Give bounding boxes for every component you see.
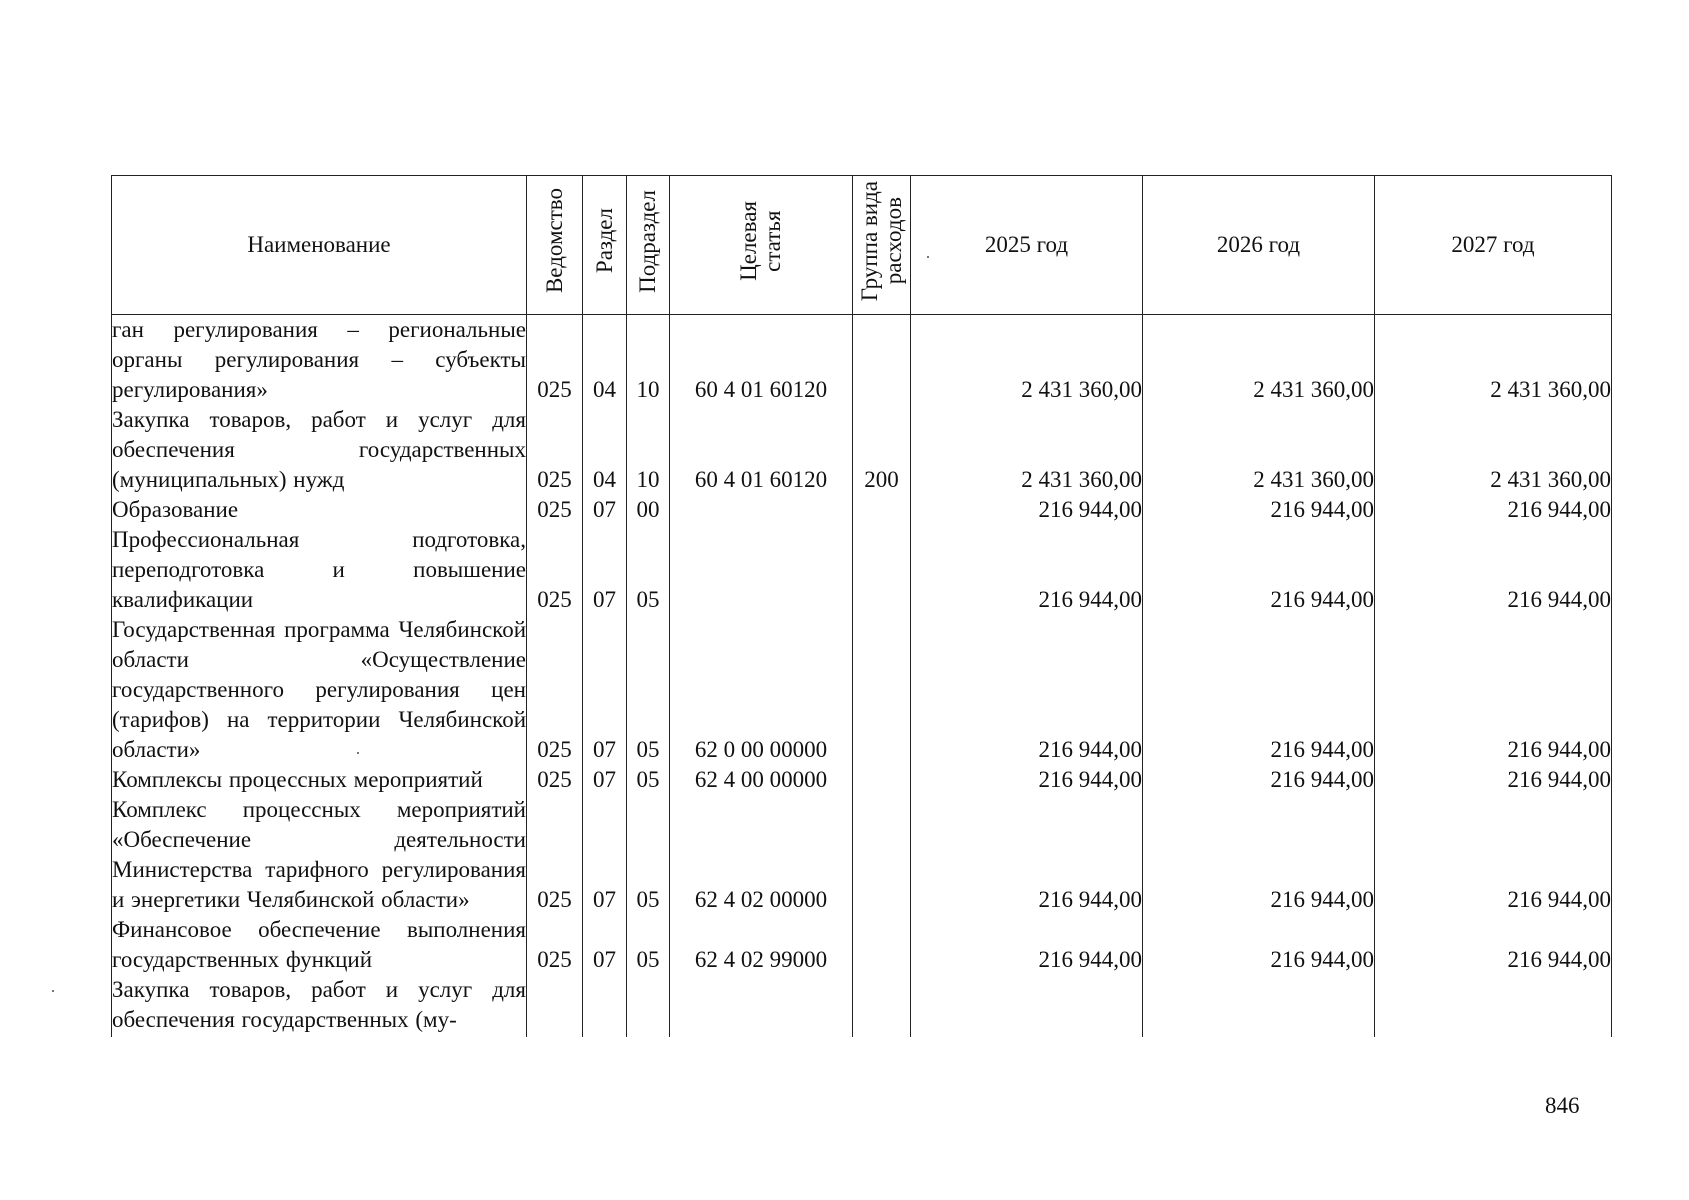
- row-expense-group: [853, 975, 911, 1035]
- header-row: [112, 176, 1612, 315]
- row-section: 07: [583, 615, 627, 765]
- table-row: [112, 525, 1612, 615]
- budget-table: [111, 175, 1612, 1037]
- header-year-2027-label: 2027 год: [1451, 232, 1535, 257]
- row-target-article: 62 4 00 00000: [670, 765, 853, 795]
- table-row: [112, 795, 1612, 915]
- table-row: [112, 975, 1612, 1035]
- row-amount-2025: 2 431 360,00: [911, 315, 1143, 406]
- row-amount-2026: 216 944,00: [1143, 615, 1375, 765]
- header-target-article-line2: статья: [760, 210, 785, 272]
- row-section: 07: [583, 495, 627, 525]
- row-subsection: [627, 975, 670, 1035]
- table-row: [112, 615, 1612, 765]
- row-department: 025: [527, 405, 583, 495]
- row-subsection: 05: [627, 915, 670, 975]
- header-name-label: Наименование: [247, 232, 391, 257]
- row-department: 025: [527, 315, 583, 406]
- scan-speck: [357, 752, 359, 754]
- row-target-article: [670, 495, 853, 525]
- header-year-2025: [911, 176, 1143, 315]
- row-subsection: 10: [627, 405, 670, 495]
- row-target-article: 62 0 00 00000: [670, 615, 853, 765]
- row-department: 025: [527, 915, 583, 975]
- row-target-article: [670, 975, 853, 1035]
- row-name: Профессиональная подготовка, переподготовка и повышение квалификации: [112, 525, 527, 615]
- row-department: [527, 975, 583, 1035]
- header-target-article-label: [737, 201, 785, 281]
- row-amount-2026: 2 431 360,00: [1143, 315, 1375, 406]
- row-amount-2025: 216 944,00: [911, 795, 1143, 915]
- row-amount-2026: 216 944,00: [1143, 525, 1375, 615]
- scan-speck: [52, 990, 54, 992]
- scan-speck: [927, 256, 929, 258]
- row-department: 025: [527, 765, 583, 795]
- row-section: 04: [583, 315, 627, 406]
- row-expense-group: [853, 765, 911, 795]
- row-amount-2027: 216 944,00: [1375, 495, 1612, 525]
- continuation-cell: [670, 1035, 853, 1037]
- row-expense-group: [853, 495, 911, 525]
- table-row: [112, 315, 1612, 406]
- header-year-2025-label: 2025 год: [984, 232, 1069, 257]
- row-subsection: 00: [627, 495, 670, 525]
- row-name: Комплексы процессных мероприятий: [112, 765, 527, 795]
- header-target-article-line1: Целевая: [736, 201, 761, 281]
- table-row: [112, 765, 1612, 795]
- continuation-cell: [911, 1035, 1143, 1037]
- table-row: [112, 405, 1612, 495]
- header-expense-group-label: [858, 181, 906, 301]
- row-amount-2027: 216 944,00: [1375, 915, 1612, 975]
- row-amount-2026: 2 431 360,00: [1143, 405, 1375, 495]
- header-department-label: Ведомство: [541, 188, 567, 294]
- row-department: 025: [527, 615, 583, 765]
- row-subsection: 05: [627, 795, 670, 915]
- row-amount-2027: 2 431 360,00: [1375, 315, 1612, 406]
- row-subsection: 05: [627, 615, 670, 765]
- row-amount-2026: 216 944,00: [1143, 915, 1375, 975]
- row-section: 07: [583, 765, 627, 795]
- row-target-article: 62 4 02 00000: [670, 795, 853, 915]
- continuation-cell: [627, 1035, 670, 1037]
- row-amount-2026: [1143, 975, 1375, 1035]
- row-subsection: 05: [627, 525, 670, 615]
- row-expense-group: [853, 615, 911, 765]
- continuation-cell: [1143, 1035, 1375, 1037]
- row-expense-group: [853, 525, 911, 615]
- row-amount-2026: 216 944,00: [1143, 765, 1375, 795]
- header-subsection-label: Подраздел: [635, 189, 660, 293]
- row-amount-2026: 216 944,00: [1143, 495, 1375, 525]
- header-subsection: [627, 176, 670, 315]
- row-section: 04: [583, 405, 627, 495]
- row-name: Государственная программа Челябинской области «Осуществление государственного регулирования цен (тарифов) на территории Челябинской области»: [112, 615, 527, 765]
- row-amount-2026: 216 944,00: [1143, 795, 1375, 915]
- row-target-article: 62 4 02 99000: [670, 915, 853, 975]
- row-expense-group: 200: [853, 405, 911, 495]
- header-year-2027: [1375, 176, 1612, 315]
- row-target-article: 60 4 01 60120: [670, 315, 853, 406]
- row-subsection: 05: [627, 765, 670, 795]
- row-department: 025: [527, 795, 583, 915]
- header-expense-group-line1: Группа вида: [856, 180, 882, 302]
- continuation-cell: [583, 1035, 627, 1037]
- row-amount-2025: 216 944,00: [911, 525, 1143, 615]
- row-amount-2025: [911, 975, 1143, 1035]
- table-row: [112, 915, 1612, 975]
- header-expense-group: [853, 176, 911, 315]
- page-number: 846: [1545, 1093, 1580, 1118]
- header-year-2026-label: 2026 год: [1216, 232, 1301, 257]
- row-amount-2025: 2 431 360,00: [911, 405, 1143, 495]
- row-name: Комплекс процессных мероприятий «Обеспечение деятельности Министерства тарифного регулирования и энергетики Челябинской области»: [112, 795, 527, 915]
- header-department: [527, 176, 583, 315]
- row-section: 07: [583, 525, 627, 615]
- row-name: Закупка товаров, работ и услуг для обеспечения государственных (му-: [112, 975, 527, 1035]
- row-amount-2027: 216 944,00: [1375, 795, 1612, 915]
- row-amount-2025: 216 944,00: [911, 765, 1143, 795]
- row-amount-2027: 2 431 360,00: [1375, 405, 1612, 495]
- row-name: Образование: [112, 495, 527, 525]
- row-amount-2027: 216 944,00: [1375, 765, 1612, 795]
- row-section: 07: [583, 795, 627, 915]
- row-expense-group: [853, 315, 911, 406]
- header-section: [583, 176, 627, 315]
- row-amount-2027: 216 944,00: [1375, 525, 1612, 615]
- header-target-article: [670, 176, 853, 315]
- continuation-cell: [112, 1035, 527, 1037]
- row-subsection: 10: [627, 315, 670, 406]
- continuation-cell: [853, 1035, 911, 1037]
- row-department: 025: [527, 525, 583, 615]
- row-amount-2025: 216 944,00: [911, 915, 1143, 975]
- row-section: 07: [583, 915, 627, 975]
- row-amount-2027: [1375, 975, 1612, 1035]
- header-name: [112, 176, 527, 315]
- row-section: [583, 975, 627, 1035]
- continuation-cell: [527, 1035, 583, 1037]
- row-amount-2025: 216 944,00: [911, 615, 1143, 765]
- row-expense-group: [853, 795, 911, 915]
- row-amount-2025: 216 944,00: [911, 495, 1143, 525]
- row-name: Финансовое обеспечение выполнения государственных функций: [112, 915, 527, 975]
- table-continuation: [112, 1035, 1612, 1037]
- row-target-article: 60 4 01 60120: [670, 405, 853, 495]
- header-year-2026: [1143, 176, 1375, 315]
- row-amount-2027: 216 944,00: [1375, 615, 1612, 765]
- row-department: 025: [527, 495, 583, 525]
- row-name: ган регулирования – региональные органы регулирования – субъекты регулирования»: [112, 315, 527, 406]
- continuation-cell: [1375, 1035, 1612, 1037]
- row-expense-group: [853, 915, 911, 975]
- row-target-article: [670, 525, 853, 615]
- header-expense-group-line2: расходов: [880, 197, 906, 285]
- table-row: [112, 495, 1612, 525]
- row-name: Закупка товаров, работ и услуг для обеспечения государственных (муниципальных) нужд: [112, 405, 527, 495]
- header-section-label: Раздел: [591, 208, 617, 274]
